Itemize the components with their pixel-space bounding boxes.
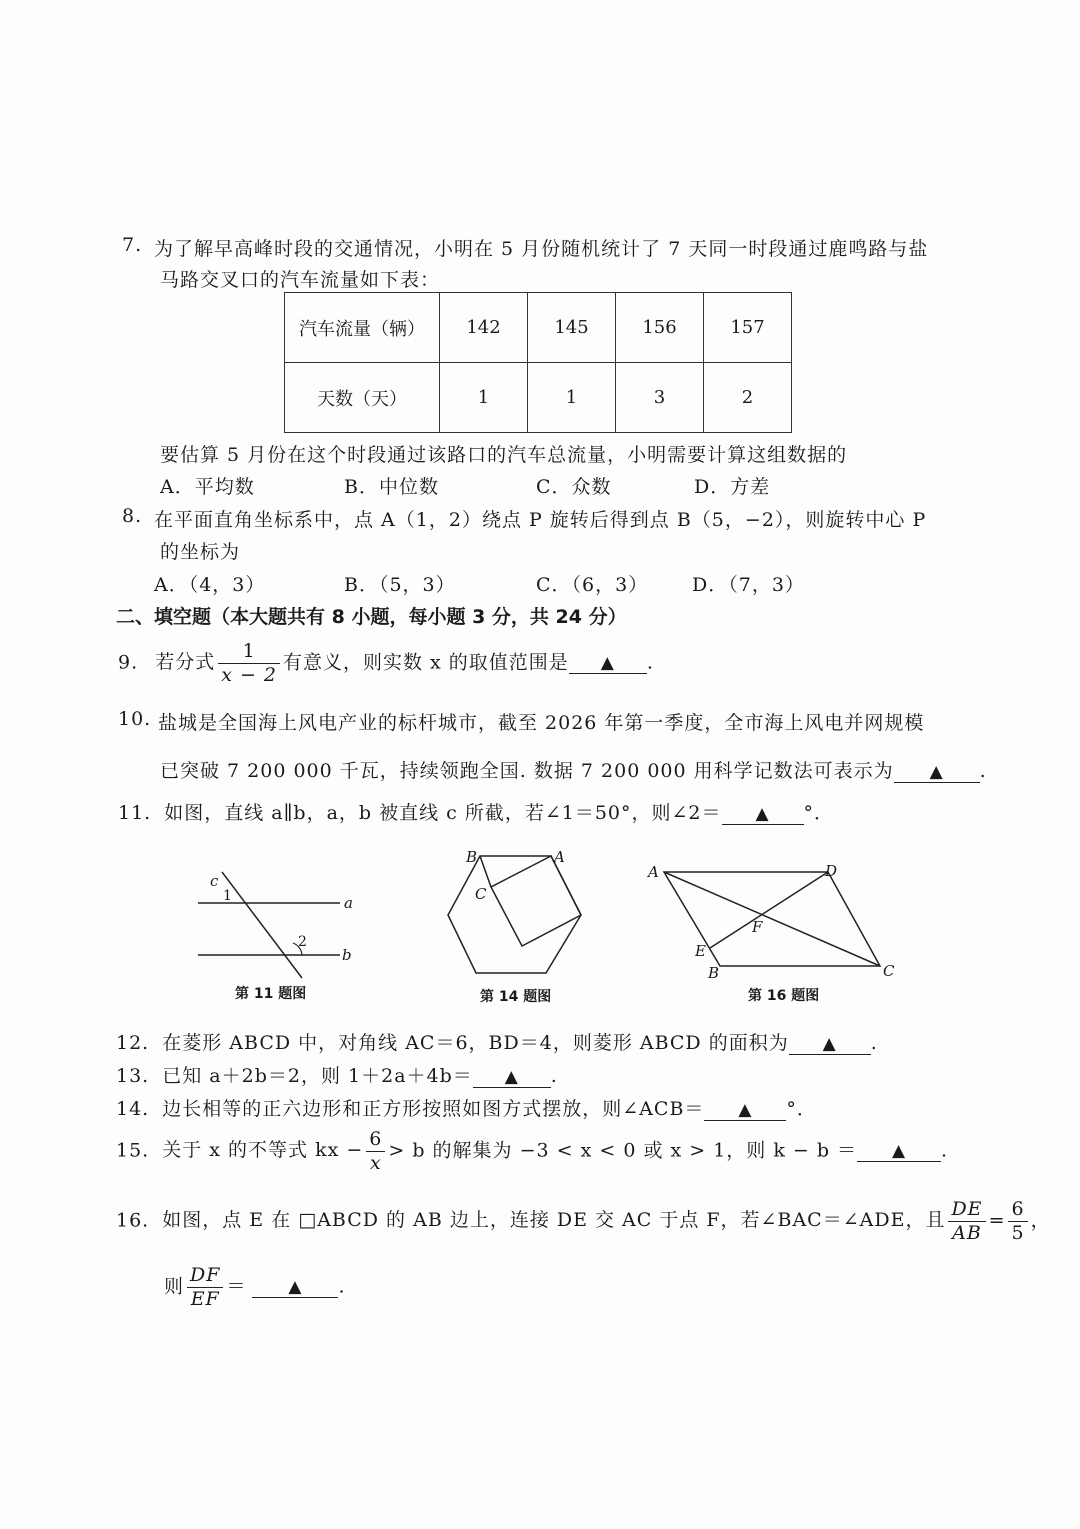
triangle-icon: ▲ <box>822 1034 837 1054</box>
q8-number: 8. <box>122 505 143 527</box>
section-heading: 二、填空题（本大题共有 8 小题，每小题 3 分，共 24 分） <box>116 606 627 628</box>
q7-number: 7. <box>122 234 143 256</box>
equals-sign: = <box>988 1209 1006 1232</box>
q10-text-line2: 已突破 7 200 000 千瓦，持续领跑全国. 数据 7 200 000 用科学记数法可表示为 <box>160 760 894 782</box>
triangle-icon: ▲ <box>600 653 615 674</box>
q11 <box>118 798 834 825</box>
q9-fraction <box>218 640 280 687</box>
q12-text: 在菱形 ABCD 中，对角线 AC＝6，BD＝4，则菱形 ABCD 的面积为 <box>162 1032 789 1054</box>
period: . <box>338 1275 346 1298</box>
triangle-icon: ▲ <box>288 1277 303 1298</box>
q8-text-line2: 的坐标为 <box>160 541 241 563</box>
answer-blank[interactable] <box>789 1032 871 1055</box>
q14 <box>116 1094 817 1121</box>
q11-text: 如图，直线 a∥b，a，b 被直线 c 所截，若∠1＝50°，则∠2＝ <box>164 802 722 824</box>
table-cell: 142 <box>440 293 528 363</box>
triangle-icon: ▲ <box>738 1100 753 1120</box>
figure-16 <box>640 858 910 1008</box>
q11-number: 11. <box>118 802 152 824</box>
triangle-icon: ▲ <box>929 762 944 782</box>
q15-fraction <box>366 1128 385 1175</box>
table-cell: 天数（天） <box>285 363 440 433</box>
q7-option-a: A．平均数 <box>160 476 255 498</box>
fraction-numerator: 6 <box>366 1128 385 1152</box>
figure-11 <box>190 862 370 1012</box>
q7-text-line2: 马路交叉口的汽车流量如下表： <box>160 269 441 291</box>
q9-number: 9. <box>118 651 139 674</box>
q8-option-d: D．（7，3） <box>692 574 805 596</box>
q8-option-b: B．（5，3） <box>344 574 456 596</box>
table-cell: 汽车流量（辆） <box>285 293 440 363</box>
q16-line2 <box>164 1264 346 1311</box>
table-cell: 145 <box>528 293 616 363</box>
period: . <box>870 1032 878 1054</box>
q16-line1 <box>116 1198 1051 1245</box>
q15-number: 15. <box>116 1139 150 1162</box>
label-A: A <box>648 863 659 881</box>
q10-line2 <box>160 756 987 783</box>
segment-bc <box>480 856 491 887</box>
q13-number: 13. <box>116 1065 150 1087</box>
q14-text: 边长相等的正六边形和正方形按照如图方式摆放，则∠ACB＝ <box>162 1098 705 1120</box>
answer-blank[interactable] <box>857 1139 941 1162</box>
label-B: B <box>708 964 720 982</box>
q12 <box>116 1028 878 1055</box>
label-B: B <box>466 848 478 866</box>
caption-fig11: 第 11 题图 <box>235 986 307 1002</box>
fraction-denominator: x − 2 <box>221 663 278 686</box>
q16-fraction-6-5 <box>1008 1198 1027 1245</box>
period: . <box>979 760 987 782</box>
period: . <box>550 1065 558 1087</box>
fraction-denominator: x <box>369 1151 382 1174</box>
label-E: E <box>695 942 706 960</box>
label-A: A <box>554 848 565 866</box>
figure-14 <box>440 845 600 1010</box>
q14-number: 14. <box>116 1098 150 1120</box>
traffic-table <box>284 292 792 433</box>
fraction-denominator: EF <box>190 1287 220 1310</box>
degree-suffix: °． <box>803 802 835 824</box>
q16-number: 16. <box>116 1209 150 1232</box>
label-angle-2: 2 <box>298 934 307 950</box>
answer-blank[interactable] <box>473 1065 551 1088</box>
label-C: C <box>475 885 487 903</box>
table-cell: 157 <box>704 293 792 363</box>
q10-number: 10. <box>118 708 152 730</box>
q8-option-c: C．（6，3） <box>536 574 649 596</box>
q9-pre: 若分式 <box>155 651 216 674</box>
q16-fraction-de-ab <box>948 1198 985 1245</box>
table-cell: 1 <box>440 363 528 433</box>
q8-option-a: A．（4，3） <box>154 574 266 596</box>
q10-text-line1: 盐城是全国海上风电产业的标杆城市，截至 2026 年第一季度，全市海上风电并网规模 <box>158 712 925 734</box>
q9-post: 有意义，则实数 x 的取值范围是 <box>283 651 569 674</box>
q16-line2-pre: 则 <box>164 1275 185 1298</box>
table-cell: 2 <box>704 363 792 433</box>
label-angle-1: 1 <box>223 888 232 904</box>
label-C: C <box>883 962 895 980</box>
label-b: b <box>342 946 352 964</box>
table-cell: 3 <box>616 363 704 433</box>
triangle-icon: ▲ <box>504 1067 519 1087</box>
label-D: D <box>825 862 838 880</box>
fraction-numerator: DF <box>187 1264 223 1288</box>
line-c <box>222 872 302 978</box>
label-F: F <box>752 918 763 936</box>
answer-blank[interactable] <box>722 802 804 825</box>
q7-text-line1: 为了解早高峰时段的交通情况，小明在 5 月份随机统计了 7 天同一时段通过鹿鸣路与盐 <box>154 238 929 260</box>
answer-blank[interactable] <box>704 1098 786 1121</box>
q12-number: 12. <box>116 1032 150 1054</box>
equals-sign: ＝ <box>226 1275 247 1298</box>
fraction-denominator: AB <box>952 1221 982 1244</box>
q7-option-d: D．方差 <box>694 476 771 498</box>
table-cell: 1 <box>528 363 616 433</box>
answer-blank[interactable] <box>569 651 647 674</box>
q9 <box>118 640 654 687</box>
label-c: c <box>210 872 219 890</box>
q7-option-c: C．众数 <box>536 476 612 498</box>
fraction-denominator: 5 <box>1011 1221 1025 1244</box>
hexagon <box>448 856 581 973</box>
triangle-icon: ▲ <box>755 804 770 824</box>
triangle-icon: ▲ <box>892 1141 907 1162</box>
fraction-numerator: 1 <box>218 640 280 664</box>
period: . <box>646 651 654 674</box>
q7-question: 要估算 5 月份在这个时段通过该路口的汽车总流量，小明需要计算这组数据的 <box>160 444 848 466</box>
q15-post: > b 的解集为 −3 < x < 0 或 x > 1，则 k − b ＝ <box>388 1139 858 1162</box>
table-row <box>285 293 792 363</box>
q15-pre: 关于 x 的不等式 kx − <box>162 1139 364 1162</box>
answer-blank[interactable] <box>894 760 980 783</box>
label-a: a <box>344 894 353 912</box>
q13-text: 已知 a＋2b＝2，则 1＋2a＋4b＝ <box>162 1065 473 1087</box>
table-row <box>285 363 792 433</box>
caption-fig14: 第 14 题图 <box>480 989 552 1005</box>
caption-fig16: 第 16 题图 <box>748 988 820 1004</box>
q8-text-line1: 在平面直角坐标系中，点 A（1，2）绕点 P 旋转后得到点 B（5，−2），则旋转中心 P <box>154 509 927 531</box>
q13 <box>116 1061 558 1088</box>
answer-blank[interactable] <box>252 1275 338 1298</box>
segment-de <box>710 872 828 948</box>
table-cell: 156 <box>616 293 704 363</box>
period: . <box>941 1139 949 1162</box>
degree-suffix: °． <box>786 1098 817 1120</box>
q15 <box>116 1128 948 1175</box>
comma: ， <box>1030 1209 1051 1232</box>
q7-option-b: B．中位数 <box>344 476 439 498</box>
q16-fraction-df-ef <box>187 1264 223 1311</box>
fraction-numerator: DE <box>948 1198 985 1222</box>
q16-text: 如图，点 E 在 □ABCD 的 AB 边上，连接 DE 交 AC 于点 F，若∠BAC＝∠ADE，且 <box>162 1209 946 1232</box>
square <box>491 856 581 946</box>
fraction-numerator: 6 <box>1008 1198 1027 1222</box>
